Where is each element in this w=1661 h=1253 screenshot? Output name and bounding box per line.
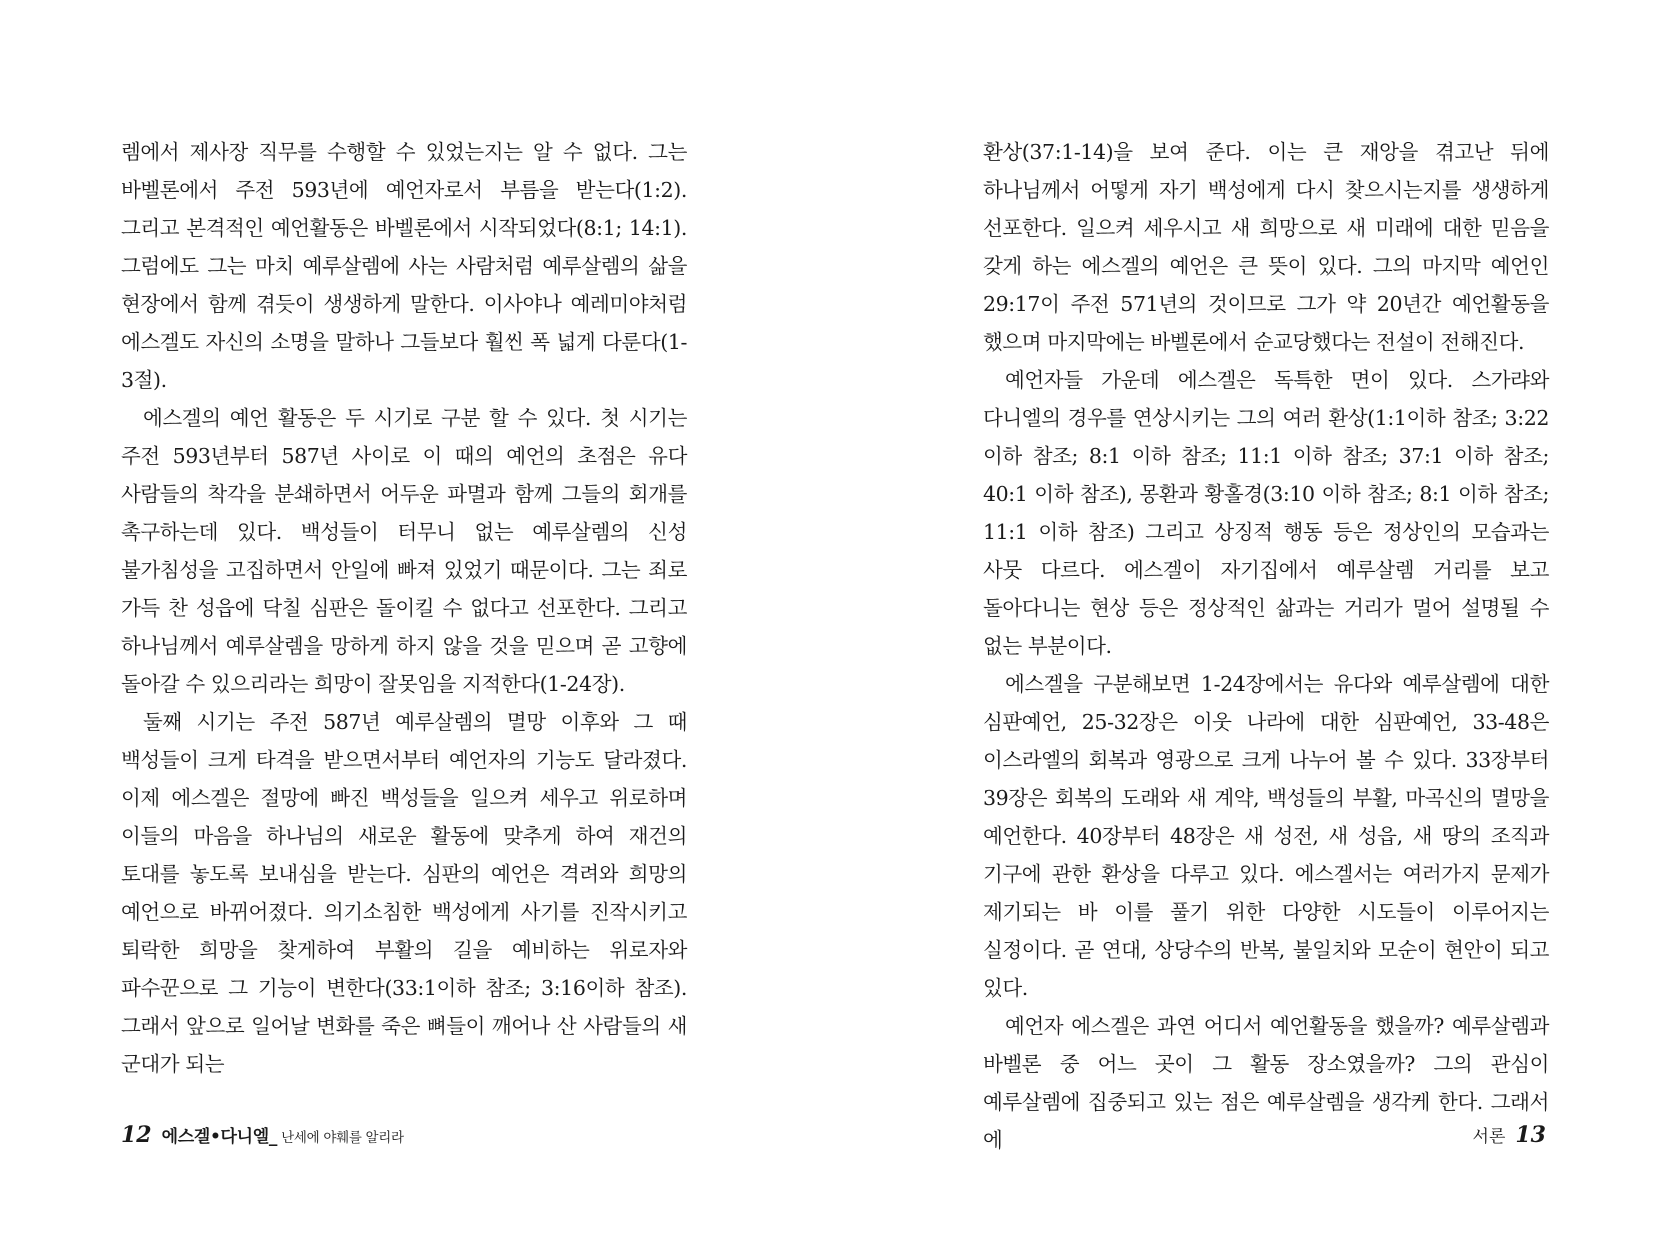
right-paragraph-4: 예언자 에스겔은 과연 어디서 예언활동을 했을까? 예루살렘과 바벨론 중 어느 곳이 그 활동 장소였을까? 그의 관심이 예루살렘에 집중되고 있는 점은 예루살렘을 생각케 한다. 그래서 에 xyxy=(983,1014,1549,1152)
left-paragraph-1: 렘에서 제사장 직무를 수행할 수 있었는지는 알 수 없다. 그는 바벨론에서 주전 593년에 예언자로서 부름을 받는다(1:2). 그리고 본격적인 예언활동은 바벨론에서 시작되었다(8:1; 14:1). 그럼에도 그는 마치 예루살렘에 사는 사람처럼 예루살렘의 삶을 현장에서 함께 겪듯이 생생하게 말한다. 이사야나 예레미야처럼 에스겔도 자신의 소명을 말하나 그들보다 훨씬 폭 넓게 다룬다(1-3절). xyxy=(121,140,687,392)
right-paragraph-1: 환상(37:1-14)을 보여 준다. 이는 큰 재앙을 겪고난 뒤에 하나님께서 어떻게 자기 백성에게 다시 찾으시는지를 생생하게 선포한다. 일으켜 세우시고 새 희망으로 새 미래에 대한 믿음을 갖게 하는 에스겔의 예언은 큰 뜻이 있다. 그의 마지막 예언인 29:17이 주전 571년의 것이므로 그가 약 20년간 예언활동을 했으며 마지막에는 바벨론에서 순교당했다는 전설이 전해진다. xyxy=(983,140,1549,354)
left-footer xyxy=(121,1122,404,1154)
right-footer xyxy=(1473,1122,1546,1154)
left-paragraph-2: 에스겔의 예언 활동은 두 시기로 구분 할 수 있다. 첫 시기는 주전 593년부터 587년 사이로 이 때의 예언의 초점은 유다 사람들의 착각을 분쇄하면서 어두운 파멸과 함께 그들의 회개를 촉구하는데 있다. 백성들이 터무니 없는 예루살렘의 신성 불가침성을 고집하면서 안일에 빠져 있었기 때문이다. 그는 죄로 가득 찬 성읍에 닥칠 심판은 돌이킬 수 없다고 선포한다. 그리고 하나님께서 예루살렘을 망하게 하지 않을 것을 믿으며 곧 고향에 돌아갈 수 있으리라는 희망이 잘못임을 지적한다(1-24장). xyxy=(121,406,687,696)
running-head-subtitle: 난세에 야훼를 알리라 xyxy=(281,1130,404,1146)
right-page xyxy=(983,133,1549,1159)
right-paragraph-2: 예언자들 가운데 에스겔은 독특한 면이 있다. 스가랴와 다니엘의 경우를 연상시키는 그의 여러 환상(1:1이하 참조; 3:22 이하 참조; 8:1 이하 참조; 11:1 이하 참조; 37:1 이하 참조; 40:1 이하 참조), 몽환과 황홀경(3:10 이하 참조; 8:1 이하 참조; 11:1 이하 참조) 그리고 상징적 행동 등은 정상인의 모습과는 사뭇 다르다. 에스겔이 자기집에서 예루살렘 거리를 보고 돌아다니는 현상 등은 정상적인 삶과는 거리가 멀어 설명될 수 없는 부분이다. xyxy=(983,368,1549,658)
left-page-number: 12 xyxy=(121,1122,152,1148)
running-head-title: 에스겔•다니엘_ xyxy=(161,1127,278,1147)
running-head-section: 서론 xyxy=(1472,1127,1506,1147)
left-paragraph-3: 둘째 시기는 주전 587년 예루살렘의 멸망 이후와 그 때 백성들이 크게 타격을 받으면서부터 예언자의 기능도 달라졌다. 이제 에스겔은 절망에 빠진 백성들을 일으켜 세우고 위로하며 이들의 마음을 하나님의 새로운 활동에 맞추게 하여 재건의 토대를 놓도록 보내심을 받는다. 심판의 예언은 격려와 희망의 예언으로 바뀌어졌다. 의기소침한 백성에게 사기를 진작시키고 퇴락한 희망을 찾게하여 부활의 길을 예비하는 위로자와 파수꾼으로 그 기능이 변한다(33:1이하 참조; 3:16이하 참조). 그래서 앞으로 일어날 변화를 죽은 뼈들이 깨어나 산 사람들의 새 군대가 되는 xyxy=(121,710,687,1076)
left-page xyxy=(121,133,687,1083)
right-paragraph-3: 에스겔을 구분해보면 1-24장에서는 유다와 예루살렘에 대한 심판예언, 25-32장은 이웃 나라에 대한 심판예언, 33-48은 이스라엘의 회복과 영광으로 크게 나누어 볼 수 있다. 33장부터 39장은 회복의 도래와 새 계약, 백성들의 부활, 마곡신의 멸망을 예언한다. 40장부터 48장은 새 성전, 새 성읍, 새 땅의 조직과 기구에 관한 환상을 다루고 있다. 에스겔서는 여러가지 문제가 제기되는 바 이를 풀기 위한 다양한 시도들이 이루어지는 실정이다. 곧 연대, 상당수의 반복, 불일치와 모순이 현안이 되고 있다. xyxy=(983,672,1549,1000)
right-page-number: 13 xyxy=(1515,1122,1546,1148)
